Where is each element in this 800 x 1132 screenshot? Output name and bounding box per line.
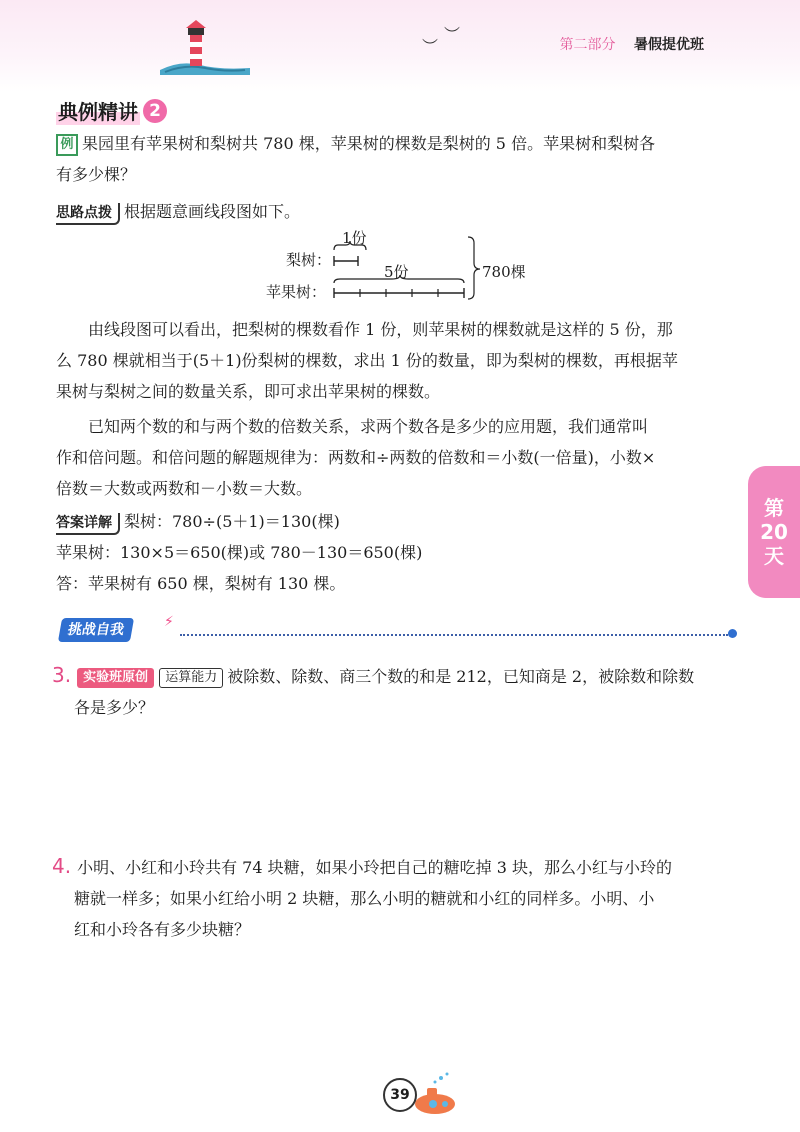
question-number: 4. — [52, 854, 72, 878]
question-3 — [52, 660, 752, 723]
answer-block — [56, 506, 746, 599]
page-number: 39 — [383, 1078, 417, 1112]
side-tab-line: 20 — [760, 520, 788, 544]
question-line: 红和小玲各有多少块糖？ — [74, 920, 251, 939]
example-line: 有多少棵？ — [56, 165, 137, 184]
section-title-text: 典例精讲 — [56, 96, 140, 125]
side-tab-line: 天 — [764, 544, 784, 568]
explanation-line: 果树与梨树之间的数量关系，即可求出苹果树的棵数。 — [56, 382, 441, 401]
diagram-label-one-part: 1份 — [342, 229, 367, 247]
hint-line — [56, 196, 746, 227]
side-tab-line: 第 — [764, 496, 784, 520]
section-title — [56, 96, 167, 125]
lightning-icon: ⚡ — [164, 614, 174, 630]
original-badge: 实验班原创 — [77, 668, 154, 688]
challenge-dot — [728, 629, 737, 638]
question-text: 被除数、除数、商三个数的和是 212，已知商是 2，被除数和除数 — [227, 667, 695, 686]
example-problem — [56, 128, 746, 190]
header-right — [560, 34, 704, 54]
answer-line — [56, 506, 746, 537]
hint-text: 根据题意画线段图如下。 — [124, 202, 301, 221]
example-marker: 例 — [56, 134, 78, 156]
bird-icon: ︶ — [444, 25, 461, 44]
lighthouse-icon — [160, 20, 250, 75]
question-text: 小明、小红和小玲共有 74 块糖，如果小玲把自己的糖吃掉 3 块，那么小红与小玲的 — [77, 858, 672, 877]
diagram-lines — [280, 225, 580, 305]
diagram-label-total: 780棵 — [482, 263, 526, 281]
line-segment-diagram — [266, 225, 580, 305]
explanation-line: 倍数＝大数或两数和－小数＝大数。 — [56, 479, 313, 498]
question-number: 3. — [52, 663, 72, 687]
explanation-line: 由线段图可以看出，把梨树的棵数看作 1 份，则苹果树的棵数就是这样的 5 份，那 — [88, 320, 673, 339]
hint-tag: 思路点拨 — [56, 203, 120, 225]
explanation-paragraph-2 — [56, 411, 746, 504]
question-line: 糖就一样多；如果小红给小明 2 块糖，那么小明的糖就和小红的同样多。小明、小 — [74, 889, 655, 908]
answer-tag: 答案详解 — [56, 513, 120, 535]
answer-text: 梨树：780÷(5＋1)＝130(棵) — [124, 512, 340, 531]
day-side-tab — [748, 466, 800, 598]
header-book-title: 暑假提优班 — [634, 37, 704, 53]
section-number: 2 — [143, 99, 167, 123]
diagram-label-five-parts: 5份 — [384, 263, 409, 281]
answer-line: 答：苹果树有 650 棵，梨树有 130 棵。 — [56, 574, 346, 593]
bird-icon: ︶ — [422, 37, 439, 56]
question-line — [52, 851, 752, 883]
skill-badge: 运算能力 — [159, 668, 223, 688]
diagram-label-pear: 梨树： — [286, 251, 332, 269]
question-line: 各是多少？ — [74, 698, 155, 717]
question-4 — [52, 851, 752, 945]
explanation-line: 已知两个数的和与两个数的倍数关系，求两个数各是多少的应用题，我们通常叫 — [88, 417, 649, 436]
challenge-divider — [180, 634, 728, 636]
explanation-paragraph-1 — [56, 314, 746, 407]
diagram-label-apple: 苹果树： — [266, 283, 327, 301]
header-part: 第二部分 — [559, 37, 616, 53]
challenge-bar — [60, 614, 740, 648]
example-text: 果园里有苹果树和梨树共 780 棵，苹果树的棵数是梨树的 5 倍。苹果树和梨树各 — [82, 134, 656, 153]
question-line — [52, 660, 752, 692]
challenge-title: 挑战自我 — [58, 618, 134, 642]
explanation-line: 么 780 棵就相当于(5＋1)份梨树的棵数，求出 1 份的数量，即为梨树的棵数，再根据苹 — [56, 351, 678, 370]
example-line — [56, 128, 746, 159]
explanation-line: 作和倍问题。和倍问题的解题规律为：两数和÷两数的倍数和＝小数(一倍量)，小数× — [56, 448, 656, 467]
answer-line: 苹果树：130×5＝650(棵)或 780－130＝650(棵) — [56, 543, 423, 562]
